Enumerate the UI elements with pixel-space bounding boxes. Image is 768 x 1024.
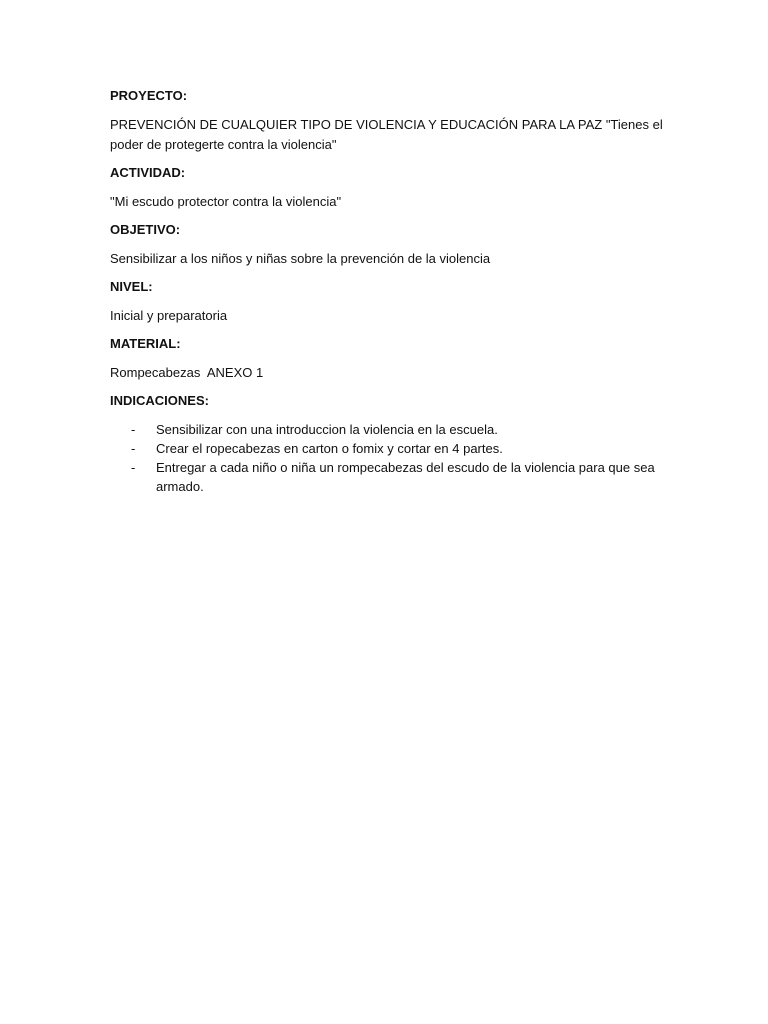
section-body-proyecto: PREVENCIÓN DE CUALQUIER TIPO DE VIOLENCIA Y EDUCACIÓN PARA LA PAZ "Tienes el poder de protegerte contra la violencia" <box>110 117 663 152</box>
list-item-text: Entregar a cada niño o niña un rompecabezas del escudo de la violencia para que sea armado. <box>156 460 655 494</box>
section-heading-proyecto: PROYECTO: <box>110 88 188 103</box>
section-body-material: Rompecabezas ANEXO 1 <box>110 365 264 380</box>
indicaciones-list <box>110 420 670 496</box>
list-item-text: Crear el ropecabezas en carton o fomix y cortar en 4 partes. <box>156 441 503 456</box>
list-item <box>110 458 670 496</box>
section-heading-nivel: NIVEL: <box>110 279 153 294</box>
section-nivel <box>110 277 670 326</box>
list-bullet: - <box>131 441 136 456</box>
document-page <box>110 86 670 496</box>
section-proyecto <box>110 86 670 155</box>
section-heading-material: MATERIAL: <box>110 336 181 351</box>
section-heading-actividad: ACTIVIDAD: <box>110 165 186 180</box>
section-indicaciones <box>110 391 670 496</box>
list-bullet: - <box>131 422 136 437</box>
section-body-objetivo: Sensibilizar a los niños y niñas sobre la prevención de la violencia <box>110 251 491 266</box>
list-item-text: Sensibilizar con una introduccion la violencia en la escuela. <box>156 422 498 437</box>
section-body-actividad: "Mi escudo protector contra la violencia" <box>110 194 342 209</box>
list-item <box>110 439 670 458</box>
list-item <box>110 420 670 439</box>
section-material <box>110 334 670 383</box>
section-heading-indicaciones: INDICACIONES: <box>110 393 209 408</box>
section-body-nivel: Inicial y preparatoria <box>110 308 228 323</box>
section-actividad <box>110 163 670 212</box>
section-objetivo <box>110 220 670 269</box>
list-bullet: - <box>131 460 136 475</box>
section-heading-objetivo: OBJETIVO: <box>110 222 181 237</box>
